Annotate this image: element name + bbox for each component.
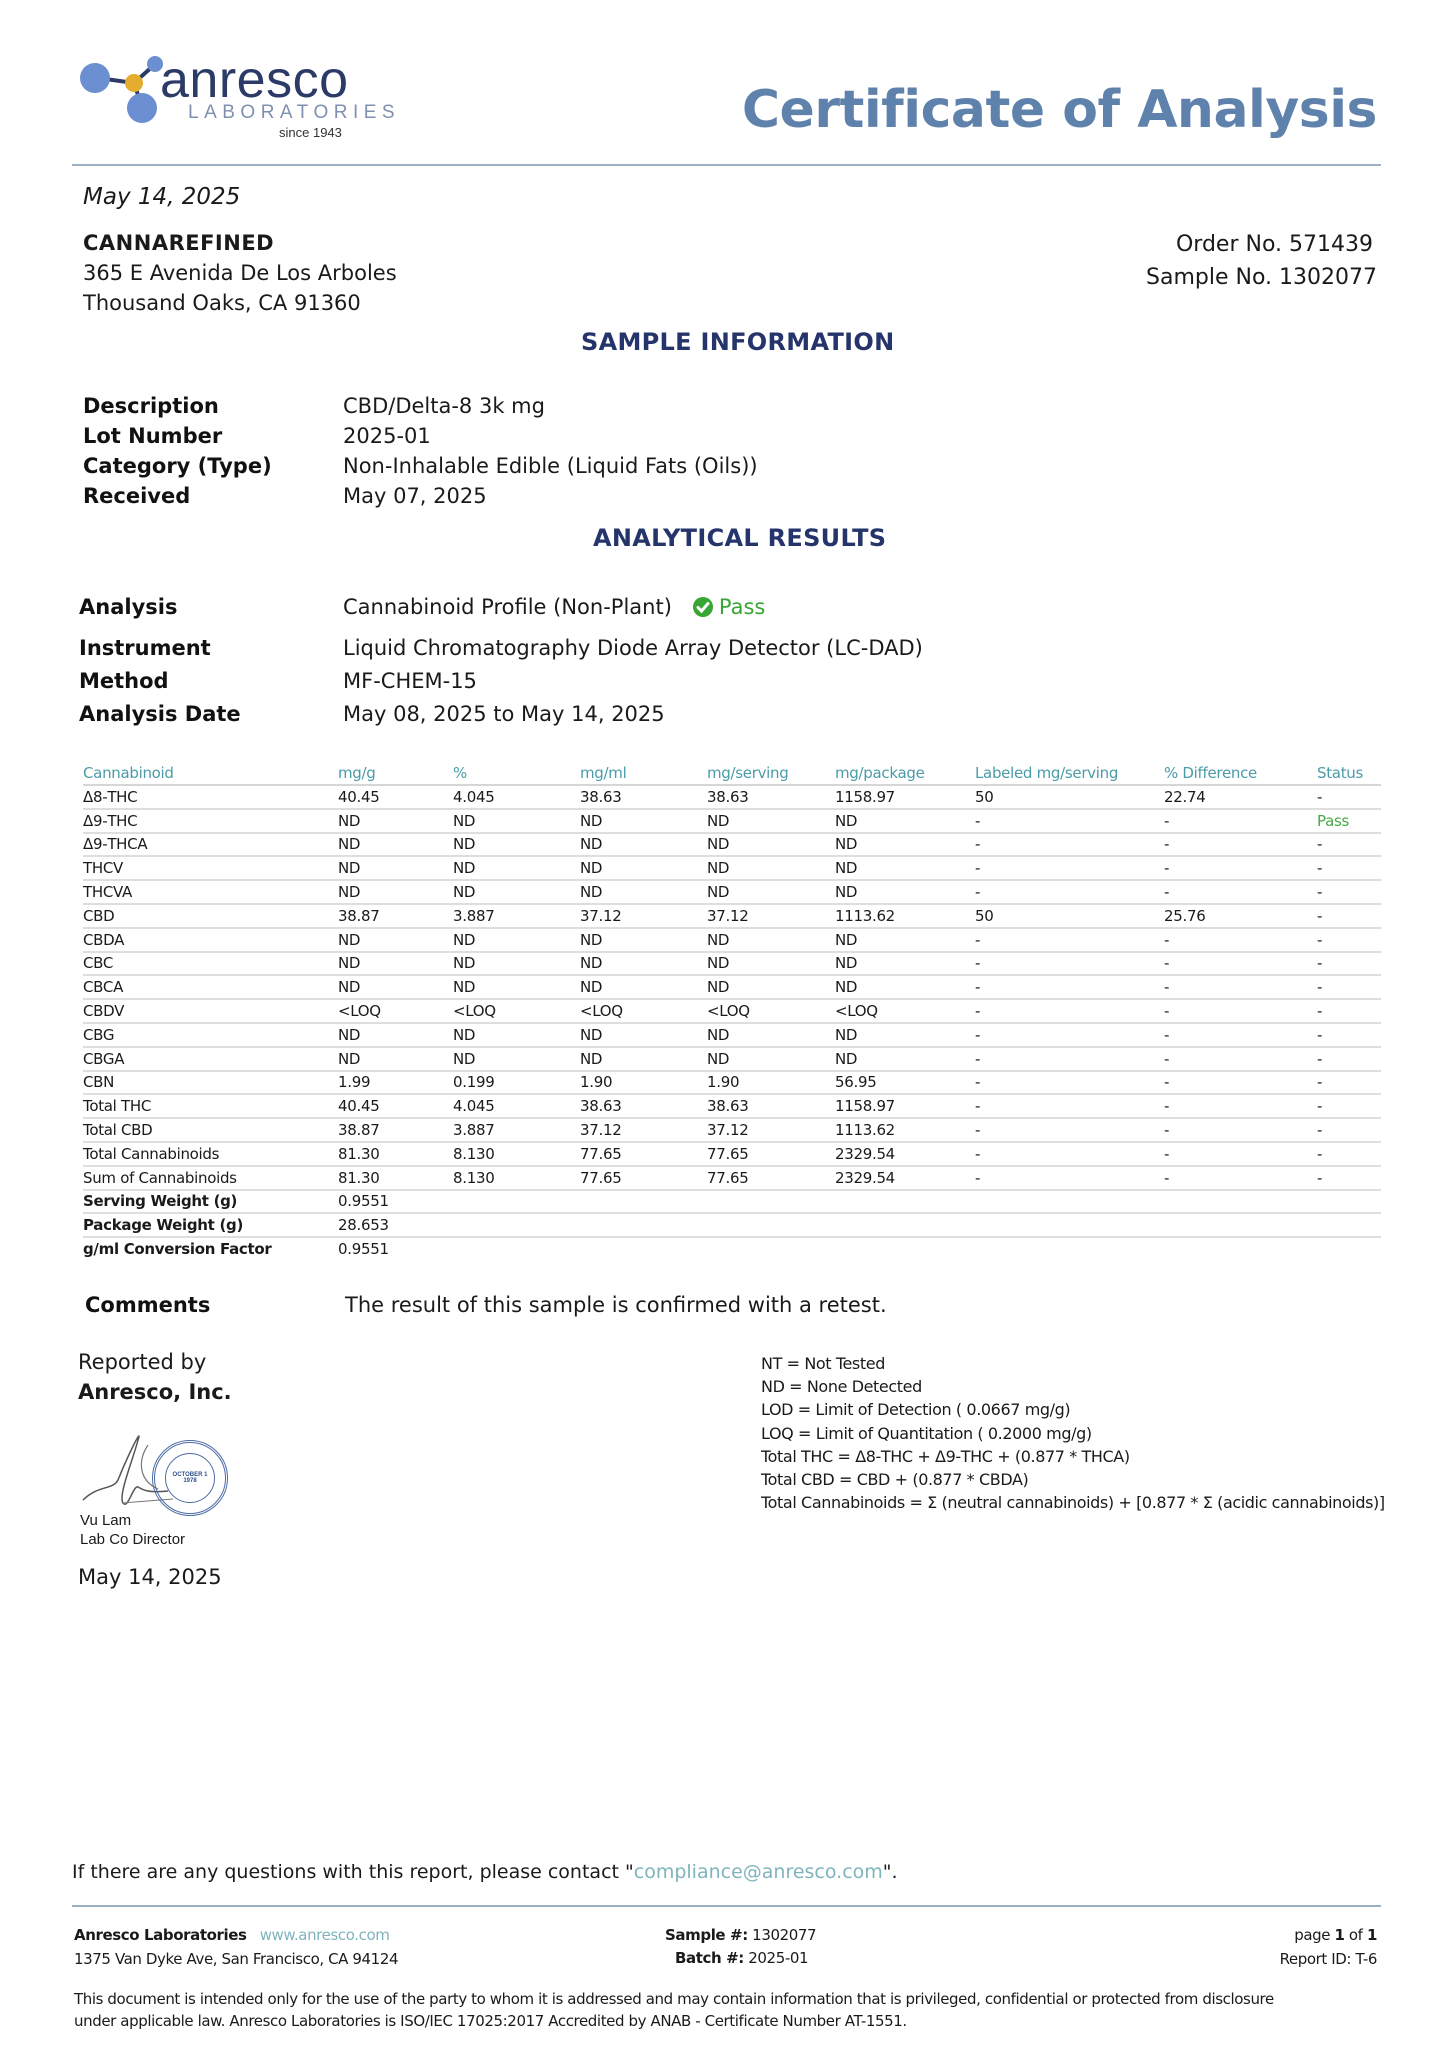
- client-address-line1: 365 E Avenida De Los Arboles: [83, 261, 397, 285]
- table-cell: ND: [453, 809, 580, 833]
- client-address-line2: Thousand Oaks, CA 91360: [83, 291, 361, 315]
- table-cell: -: [1164, 1166, 1317, 1190]
- table-cell: 1.90: [707, 1071, 835, 1095]
- empty-cell: [453, 1213, 580, 1237]
- table-cell: -: [1164, 952, 1317, 976]
- summary-value: 28.653: [338, 1213, 453, 1237]
- table-row: [83, 880, 1381, 904]
- summary-label: Package Weight (g): [83, 1213, 338, 1237]
- table-cell: CBN: [83, 1071, 338, 1095]
- table-cell: ND: [707, 856, 835, 880]
- client-name: CANNAREFINED: [83, 231, 275, 255]
- column-header: Labeled mg/serving: [975, 762, 1164, 785]
- table-cell: 1.99: [338, 1071, 453, 1095]
- table-row: [83, 975, 1381, 999]
- table-cell: ND: [707, 1047, 835, 1071]
- table-cell: 38.63: [707, 1094, 835, 1118]
- empty-cell: [975, 1213, 1164, 1237]
- table-cell: -: [975, 999, 1164, 1023]
- table-cell: -: [975, 952, 1164, 976]
- table-cell: 38.63: [707, 785, 835, 809]
- table-row: [83, 1118, 1381, 1142]
- disclaimer: [74, 1988, 1394, 2032]
- page-total: 1: [1366, 1926, 1377, 1944]
- analysis-detail-value: May 08, 2025 to May 14, 2025: [343, 702, 665, 726]
- table-cell: ND: [338, 1023, 453, 1047]
- table-cell: <LOQ: [835, 999, 975, 1023]
- logo-since: since 1943: [279, 125, 342, 140]
- company-seal-icon: [152, 1440, 228, 1516]
- table-cell: ND: [707, 975, 835, 999]
- table-cell: CBG: [83, 1023, 338, 1047]
- table-cell: -: [975, 809, 1164, 833]
- table-cell: 50: [975, 785, 1164, 809]
- table-cell: ND: [453, 975, 580, 999]
- table-cell: 0.199: [453, 1071, 580, 1095]
- table-cell: -: [1317, 1071, 1381, 1095]
- column-header: % Difference: [1164, 762, 1317, 785]
- table-cell: -: [1317, 904, 1381, 928]
- sample-info-label: Lot Number: [83, 424, 223, 448]
- table-cell: -: [975, 1047, 1164, 1071]
- table-cell: 4.045: [453, 785, 580, 809]
- table-cell: ND: [338, 928, 453, 952]
- table-cell: -: [975, 1094, 1164, 1118]
- table-cell: 2329.54: [835, 1166, 975, 1190]
- table-cell: ND: [580, 856, 707, 880]
- page-title: Certificate of Analysis: [741, 80, 1377, 140]
- empty-cell: [1164, 1237, 1317, 1260]
- table-cell: -: [1164, 1118, 1317, 1142]
- footer-batch-label: Batch #:: [675, 1949, 744, 1967]
- table-cell: ND: [835, 928, 975, 952]
- table-row: [83, 904, 1381, 928]
- table-cell: <LOQ: [453, 999, 580, 1023]
- legend-item: Total THC = Δ8-THC + Δ9-THC + (0.877 * THCA): [761, 1446, 1130, 1466]
- molecule-logo-icon: [78, 50, 168, 130]
- table-cell: -: [1164, 856, 1317, 880]
- analysis-status-badge: Pass: [718, 595, 766, 619]
- table-cell: 37.12: [707, 904, 835, 928]
- page-of: of: [1348, 1926, 1363, 1944]
- table-cell: ND: [580, 952, 707, 976]
- table-cell: ND: [835, 1047, 975, 1071]
- table-cell: -: [975, 1071, 1164, 1095]
- table-cell: -: [975, 928, 1164, 952]
- sample-info-value: Non-Inhalable Edible (Liquid Fats (Oils)): [343, 454, 758, 478]
- empty-cell: [1164, 1213, 1317, 1237]
- table-cell: ND: [338, 833, 453, 857]
- table-cell: -: [1317, 1142, 1381, 1166]
- empty-cell: [975, 1237, 1164, 1260]
- table-cell: 81.30: [338, 1142, 453, 1166]
- table-cell: Δ8-THC: [83, 785, 338, 809]
- contact-line: [72, 1861, 898, 1883]
- table-cell: ND: [453, 856, 580, 880]
- empty-cell: [975, 1190, 1164, 1214]
- table-cell: ND: [338, 880, 453, 904]
- legend-item: Total Cannabinoids = Σ (neutral cannabinoids) + [0.877 * Σ (acidic cannabinoids)]: [761, 1493, 1385, 1513]
- table-row: [83, 1047, 1381, 1071]
- table-cell: 77.65: [707, 1142, 835, 1166]
- comments-label: Comments: [85, 1293, 211, 1317]
- table-cell: -: [1164, 1023, 1317, 1047]
- table-cell: ND: [835, 833, 975, 857]
- analysis-row: [79, 595, 765, 619]
- table-cell: -: [1317, 833, 1381, 857]
- logo-subtitle: LABORATORIES: [188, 102, 401, 123]
- table-cell: -: [1164, 833, 1317, 857]
- empty-cell: [453, 1190, 580, 1214]
- table-cell: 81.30: [338, 1166, 453, 1190]
- table-cell: 38.63: [580, 785, 707, 809]
- empty-cell: [707, 1213, 835, 1237]
- table-cell: CBGA: [83, 1047, 338, 1071]
- table-cell: 77.65: [580, 1142, 707, 1166]
- footer-address: 1375 Van Dyke Ave, San Francisco, CA 94124: [74, 1950, 399, 1968]
- table-cell: ND: [580, 809, 707, 833]
- summary-label: Serving Weight (g): [83, 1190, 338, 1214]
- table-cell: 38.87: [338, 1118, 453, 1142]
- empty-cell: [580, 1213, 707, 1237]
- table-cell: -: [1164, 1094, 1317, 1118]
- table-cell: -: [975, 1118, 1164, 1142]
- table-cell: -: [1164, 928, 1317, 952]
- table-cell: -: [975, 975, 1164, 999]
- footer-right: [1280, 1923, 1377, 1971]
- table-cell: ND: [835, 952, 975, 976]
- column-header: mg/ml: [580, 762, 707, 785]
- empty-cell: [835, 1190, 975, 1214]
- table-cell: 40.45: [338, 1094, 453, 1118]
- empty-cell: [1164, 1190, 1317, 1214]
- sample-info-value: 2025-01: [343, 424, 431, 448]
- table-cell: CBDV: [83, 999, 338, 1023]
- legend-item: LOQ = Limit of Quantitation ( 0.2000 mg/g): [761, 1423, 1092, 1443]
- summary-label: g/ml Conversion Factor: [83, 1240, 272, 1259]
- column-header: mg/g: [338, 762, 453, 785]
- seal-year: 1978: [183, 1478, 197, 1484]
- table-cell: -: [1317, 999, 1381, 1023]
- table-cell: -: [1164, 880, 1317, 904]
- table-row: [83, 856, 1381, 880]
- table-cell: THCV: [83, 856, 338, 880]
- table-cell: ND: [338, 809, 453, 833]
- empty-cell: [1317, 1213, 1381, 1237]
- table-row: [83, 952, 1381, 976]
- empty-cell: [707, 1237, 835, 1260]
- table-cell: -: [1317, 1166, 1381, 1190]
- table-cell: ND: [453, 1047, 580, 1071]
- table-cell: 3.887: [453, 1118, 580, 1142]
- analysis-detail-row: [79, 669, 923, 702]
- sample-info-row: [83, 484, 758, 514]
- table-cell: 4.045: [453, 1094, 580, 1118]
- summary-value: 0.9551: [338, 1190, 453, 1214]
- table-cell: CBD: [83, 904, 338, 928]
- table-cell: ND: [580, 1047, 707, 1071]
- table-cell: 40.45: [338, 785, 453, 809]
- reported-by-label: Reported by: [78, 1350, 207, 1374]
- table-cell: -: [1317, 928, 1381, 952]
- table-cell: 37.12: [580, 1118, 707, 1142]
- signer-name: Vu Lam: [80, 1512, 132, 1529]
- sample-info-row: [83, 454, 758, 484]
- footer-center: [665, 1924, 816, 1970]
- column-header: mg/serving: [707, 762, 835, 785]
- sample-info-value: May 07, 2025: [343, 484, 487, 508]
- report-id: Report ID: T-6: [1279, 1950, 1377, 1968]
- table-cell: Total Cannabinoids: [83, 1142, 338, 1166]
- table-cell: -: [1317, 952, 1381, 976]
- table-row: [83, 833, 1381, 857]
- table-summary-row: [83, 1213, 1381, 1237]
- table-cell: ND: [338, 975, 453, 999]
- table-cell: 37.12: [707, 1118, 835, 1142]
- table-cell: <LOQ: [580, 999, 707, 1023]
- table-cell: CBCA: [83, 975, 338, 999]
- results-table: [83, 762, 1381, 1260]
- table-cell: ND: [707, 952, 835, 976]
- signer-title: Lab Co Director: [80, 1531, 186, 1548]
- sample-info-label: Received: [83, 484, 191, 508]
- table-row: [83, 809, 1381, 833]
- footer-sample-label: Sample #:: [665, 1926, 748, 1944]
- column-header: Cannabinoid: [83, 762, 338, 785]
- table-cell: -: [1317, 856, 1381, 880]
- table-cell: <LOQ: [338, 999, 453, 1023]
- table-cell: 50: [975, 904, 1164, 928]
- table-cell: 1158.97: [835, 785, 975, 809]
- sample-info-row: [83, 394, 758, 424]
- table-cell: -: [1164, 999, 1317, 1023]
- table-row: [83, 928, 1381, 952]
- table-cell: ND: [835, 1023, 975, 1047]
- signed-date: May 14, 2025: [78, 1565, 222, 1589]
- footer-sample-value: 1302077: [752, 1926, 817, 1944]
- table-cell: 38.87: [338, 904, 453, 928]
- analysis-details: [79, 636, 923, 735]
- table-cell: 2329.54: [835, 1142, 975, 1166]
- table-cell: ND: [835, 809, 975, 833]
- table-cell: ND: [580, 928, 707, 952]
- table-cell: -: [1317, 975, 1381, 999]
- table-cell: 1158.97: [835, 1094, 975, 1118]
- table-cell: ND: [580, 1023, 707, 1047]
- table-cell: -: [975, 856, 1164, 880]
- table-cell: ND: [338, 952, 453, 976]
- header-divider: [72, 164, 1381, 166]
- table-row: [83, 1142, 1381, 1166]
- table-cell: ND: [453, 928, 580, 952]
- table-row: [83, 785, 1381, 809]
- table-cell: -: [975, 1142, 1164, 1166]
- table-cell: -: [1317, 785, 1381, 809]
- table-cell: 77.65: [580, 1166, 707, 1190]
- table-cell: ND: [338, 856, 453, 880]
- analysis-detail-label: Instrument: [79, 636, 211, 660]
- table-cell: ND: [835, 975, 975, 999]
- table-row: [83, 1094, 1381, 1118]
- logo-wordmark: anresco: [160, 51, 349, 109]
- empty-cell: [580, 1190, 707, 1214]
- logo: [78, 50, 401, 140]
- compliance-email-link[interactable]: compliance@anresco.com: [633, 1861, 883, 1883]
- analysis-detail-label: Method: [79, 669, 169, 693]
- empty-cell: [835, 1213, 975, 1237]
- page-prefix: page: [1294, 1926, 1331, 1944]
- table-cell: ND: [338, 1047, 453, 1071]
- disclaimer-line: This document is intended only for the use of the party to whom it is addressed and may contain information that is privileged, confidential or protected from disclosure: [74, 1990, 1274, 2008]
- table-cell: ND: [835, 880, 975, 904]
- table-cell: 8.130: [453, 1142, 580, 1166]
- table-row: [83, 1071, 1381, 1095]
- sample-number: Sample No. 1302077: [1146, 265, 1377, 290]
- table-cell: -: [1317, 1094, 1381, 1118]
- table-cell: 38.63: [580, 1094, 707, 1118]
- analysis-detail-row: [79, 702, 923, 735]
- analysis-label: Analysis: [79, 595, 178, 619]
- empty-cell: [580, 1237, 707, 1260]
- empty-cell: [453, 1237, 580, 1260]
- table-cell: ND: [835, 856, 975, 880]
- table-cell: -: [1317, 1118, 1381, 1142]
- table-cell: CBDA: [83, 928, 338, 952]
- footer-website-link[interactable]: www.anresco.com: [259, 1926, 390, 1944]
- empty-cell: [1317, 1237, 1381, 1260]
- comments-text: The result of this sample is confirmed with a retest.: [345, 1293, 887, 1317]
- column-header: Status: [1317, 762, 1381, 785]
- analysis-detail-value: Liquid Chromatography Diode Array Detector (LC-DAD): [343, 636, 923, 660]
- table-cell: ND: [707, 880, 835, 904]
- sample-info-label: Description: [83, 394, 219, 418]
- sample-information-heading: SAMPLE INFORMATION: [581, 328, 895, 356]
- table-cell: <LOQ: [707, 999, 835, 1023]
- table-cell: 3.887: [453, 904, 580, 928]
- table-cell: ND: [453, 880, 580, 904]
- empty-cell: [1317, 1190, 1381, 1214]
- contact-prefix: If there are any questions with this report, please contact ": [72, 1861, 634, 1883]
- abbreviation-legend: [761, 1352, 1385, 1514]
- page-number: 1: [1334, 1926, 1345, 1944]
- table-cell: -: [975, 833, 1164, 857]
- analysis-detail-label: Analysis Date: [79, 702, 241, 726]
- legend-item: LOD = Limit of Detection ( 0.0667 mg/g): [761, 1400, 1071, 1420]
- legend-item: ND = None Detected: [761, 1377, 922, 1397]
- table-cell: -: [975, 1166, 1164, 1190]
- table-header-row: [83, 762, 1381, 785]
- order-number: Order No. 571439: [1175, 232, 1373, 257]
- check-circle-icon: [692, 596, 714, 618]
- sample-info-list: [83, 394, 758, 514]
- sample-info-row: [83, 424, 758, 454]
- column-header: %: [453, 762, 580, 785]
- table-cell: ND: [580, 880, 707, 904]
- table-cell: 1113.62: [835, 904, 975, 928]
- table-cell: -: [1317, 1047, 1381, 1071]
- analysis-detail-row: [79, 636, 923, 669]
- footer-left: [74, 1923, 398, 1971]
- table-cell: CBC: [83, 952, 338, 976]
- table-row: [83, 999, 1381, 1023]
- table-cell: Sum of Cannabinoids: [83, 1166, 338, 1190]
- table-cell: Δ9-THCA: [83, 833, 338, 857]
- table-cell: 8.130: [453, 1166, 580, 1190]
- table-cell: ND: [707, 1023, 835, 1047]
- table-cell: -: [1317, 880, 1381, 904]
- table-cell: -: [1164, 1047, 1317, 1071]
- table-cell: -: [1164, 1142, 1317, 1166]
- table-cell: 25.76: [1164, 904, 1317, 928]
- analytical-results-heading: ANALYTICAL RESULTS: [593, 524, 887, 552]
- footer-company: Anresco Laboratories: [74, 1926, 247, 1944]
- table-cell: ND: [707, 928, 835, 952]
- table-cell: -: [1164, 809, 1317, 833]
- table-cell: 56.95: [835, 1071, 975, 1095]
- reported-by-company: Anresco, Inc.: [78, 1380, 232, 1404]
- table-cell: ND: [453, 952, 580, 976]
- summary-value: 0.9551: [338, 1240, 389, 1259]
- footer-divider: [72, 1905, 1381, 1907]
- table-cell: -: [1164, 1071, 1317, 1095]
- table-cell: -: [1317, 1023, 1381, 1047]
- analysis-detail-value: MF-CHEM-15: [343, 669, 477, 693]
- table-cell: 77.65: [707, 1166, 835, 1190]
- contact-suffix: ".: [882, 1861, 898, 1883]
- table-cell: THCVA: [83, 880, 338, 904]
- legend-item: Total CBD = CBD + (0.877 * CBDA): [761, 1470, 1029, 1490]
- table-cell: ND: [453, 833, 580, 857]
- disclaimer-line: under applicable law. Anresco Laboratories is ISO/IEC 17025:2017 Accredited by ANAB - Certificate Number AT-1551.: [74, 2012, 907, 2030]
- legend-item: NT = Not Tested: [761, 1354, 885, 1373]
- table-cell: 22.74: [1164, 785, 1317, 809]
- table-cell: ND: [580, 975, 707, 999]
- table-cell: ND: [707, 833, 835, 857]
- sample-info-value: CBD/Delta-8 3k mg: [343, 394, 545, 418]
- table-cell: -: [975, 880, 1164, 904]
- table-cell: Pass: [1317, 809, 1381, 833]
- table-row: [83, 1166, 1381, 1190]
- table-summary-row: [83, 1237, 1381, 1260]
- table-cell: ND: [580, 833, 707, 857]
- table-summary-row: [83, 1190, 1381, 1214]
- analysis-value: Cannabinoid Profile (Non-Plant): [343, 595, 672, 619]
- table-cell: 37.12: [580, 904, 707, 928]
- table-cell: ND: [453, 1023, 580, 1047]
- table-cell: 1113.62: [835, 1118, 975, 1142]
- column-header: mg/package: [835, 762, 975, 785]
- table-cell: 1.90: [580, 1071, 707, 1095]
- table-cell: -: [1164, 975, 1317, 999]
- footer-batch-value: 2025-01: [748, 1949, 809, 1967]
- sample-info-label: Category (Type): [83, 454, 272, 478]
- seal-date: OCTOBER 1: [172, 1472, 208, 1478]
- table-row: [83, 1023, 1381, 1047]
- empty-cell: [707, 1190, 835, 1214]
- table-cell: Total THC: [83, 1094, 338, 1118]
- table-cell: Total CBD: [83, 1118, 338, 1142]
- report-date: May 14, 2025: [83, 184, 241, 210]
- empty-cell: [835, 1237, 975, 1260]
- table-cell: ND: [707, 809, 835, 833]
- table-cell: Δ9-THC: [83, 809, 338, 833]
- table-cell: -: [975, 1023, 1164, 1047]
